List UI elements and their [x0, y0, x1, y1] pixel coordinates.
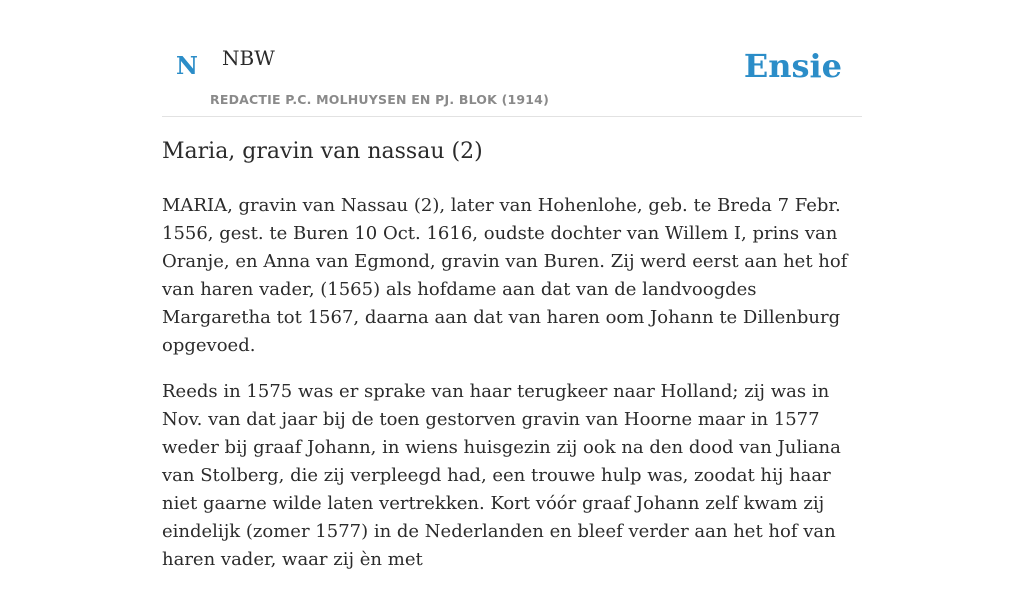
- article-body: [162, 192, 862, 592]
- page-title: Maria, gravin van nassau (2): [162, 139, 483, 164]
- source-name[interactable]: NBW: [222, 46, 275, 70]
- article-paragraph: MARIA, gravin van Nassau (2), later van Hohenlohe, geb. te Breda 7 Febr. 1556, gest. te Buren 10 Oct. 1616, oudste dochter van Willem I, prins van Oranje, en Anna van Egmond, gravin van Buren. Zij werd eerst aan het hof van haren vader, (1565) als hofdame aan dat van de landvoogdes Margaretha tot 1567, daarna aan dat van haren oom Johann te Dillenburg opgevoed.: [162, 195, 848, 356]
- article-paragraph: Reeds in 1575 was er sprake van haar terugkeer naar Holland; zij was in Nov. van dat jaar bij de toen gestorven gravin van Hoorne maar in 1577 weder bij graaf Johann, in wiens huisgezin zij ook na den dood van Juliana van Stolberg, die zij verpleegd had, een trouwe hulp was, zoodat hij haar niet gaarne wilde laten vertrekken. Kort vóór graaf Johann zelf kwam zij eindelijk (zomer 1577) in de Nederlanden en bleef verder aan het hof van haren vader, waar zij èn met: [162, 381, 841, 570]
- source-subtitle: REDACTIE P.C. MOLHUYSEN EN PJ. BLOK (1914): [210, 92, 549, 107]
- brand-logo-link[interactable]: Ensie: [743, 47, 842, 85]
- source-logo[interactable]: N: [176, 51, 198, 80]
- page-header: [162, 0, 862, 117]
